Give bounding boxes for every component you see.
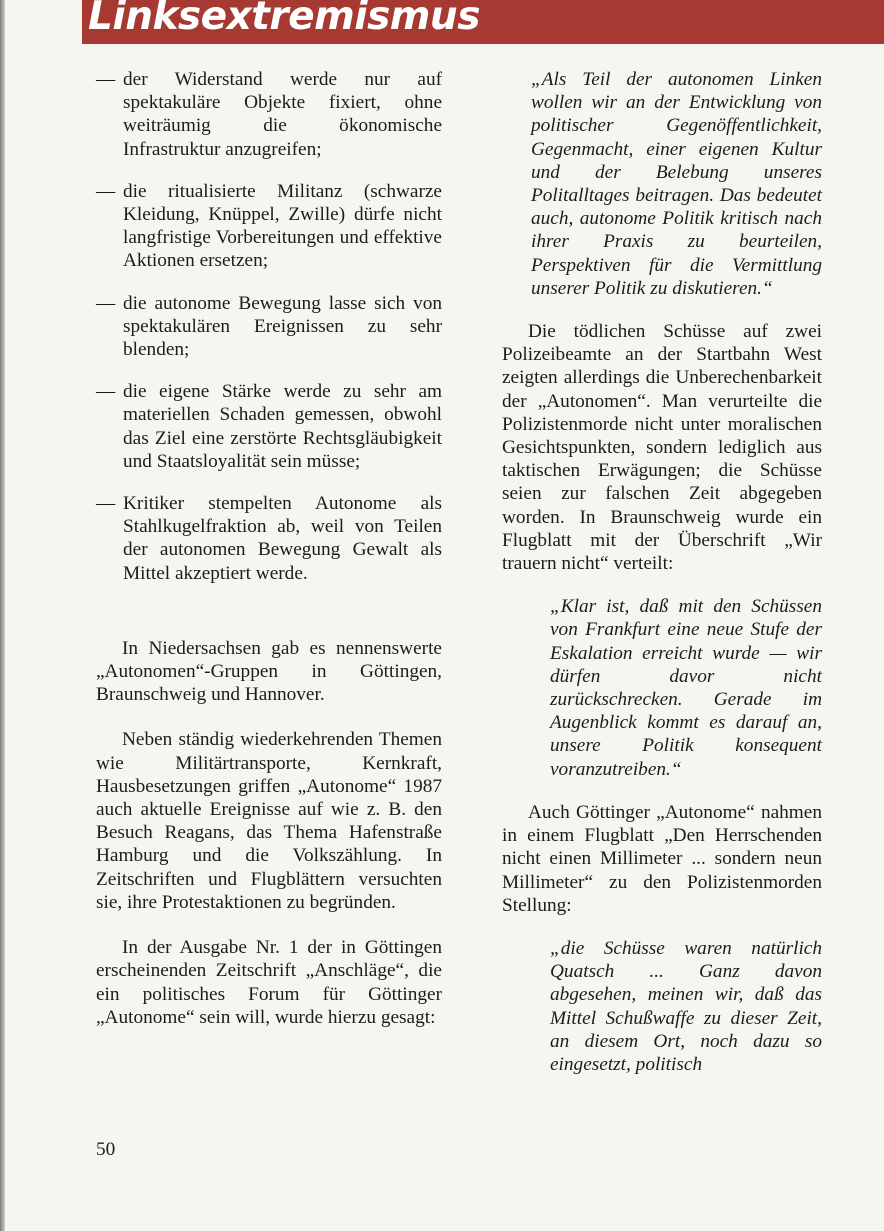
dash-list-item bbox=[96, 68, 442, 161]
paragraph-niedersachsen: In Niedersachsen gab es nennenswerte „Autonomen“-Gruppen in Göttingen, Braunschweig und Hannover. bbox=[96, 637, 442, 706]
quote-anschlaege: „Als Teil der autonomen Linken wollen wir an der Entwicklung von politischer Gegenöffentlichkeit, Gegenmacht, einer eigenen Kultur und der Belebung unseres Politalltages beitragen. Das bedeutet auch, autonome Politik kritisch nach ihrer Praxis zu beurteilen, Perspektiven für die Vermittlung unserer Politik zu diskutieren.“ bbox=[531, 69, 822, 299]
dash-item-text: die ritualisierte Militanz (schwarze Kleidung, Knüppel, Zwille) dürfe nicht langfristige Vorbereitungen und effektive Aktionen ersetzen; bbox=[123, 180, 442, 272]
page-edge-shadow bbox=[0, 0, 5, 1231]
paragraph-goettingen: Auch Göttinger „Autonome“ nahmen in einem Flugblatt „Den Herrschenden nicht einen Millimeter ... sondern neun Millimeter“ zu den Polizistenmorden Stellung: bbox=[502, 801, 822, 916]
dash-mark: — bbox=[96, 292, 116, 314]
dash-mark: — bbox=[96, 381, 116, 403]
section-title: Linksextremismus bbox=[88, 0, 480, 39]
dash-mark: — bbox=[96, 493, 116, 515]
page-number: 50 bbox=[96, 1139, 116, 1160]
dash-mark: — bbox=[96, 180, 116, 202]
paragraph-anschlaege: In der Ausgabe Nr. 1 der in Göttingen erscheinenden Zeitschrift „Anschläge“, die ein politisches Forum für Göttinger „Autonome“ sein will, wurde hierzu gesagt: bbox=[96, 937, 442, 1028]
dash-item-text: die autonome Bewegung lasse sich von spektakulären Ereignissen zu sehr blenden; bbox=[123, 292, 442, 361]
dash-mark: — bbox=[96, 69, 116, 90]
dash-item-text: der Widerstand werde nur auf spektakuläre Objekte fixiert, ohne weiträumig die ökonomische Infrastruktur anzugreifen; bbox=[123, 69, 442, 160]
dash-item-text: Kritiker stempelten Autonome als Stahlkugelfraktion ab, weil von Teilen der autonomen Bewegung Gewalt als Mittel akzeptiert werde. bbox=[123, 493, 442, 584]
paragraph-startbahn: Die tödlichen Schüsse auf zwei Polizeibeamte an der Startbahn West zeigten allerdings die Unberechenbarkeit der „Autonomen“. Man verurteilte die Polizistenmorde nicht unter moralischen Gesichtspunkten, sondern lediglich aus taktischen Erwägungen; die Schüsse seien zur falschen Zeit abgegeben worden. In Braunschweig wurde ein Flugblatt mit der Überschrift „Wir trauern nicht“ verteilt: bbox=[502, 321, 822, 575]
quote-flugblatt-braunschweig: „Klar ist, daß mit den Schüssen von Frankfurt eine neue Stufe der Eskalation erreicht wurde — wir dürfen davor nicht zurückschrecken. Gerade im Augenblick kommt es darauf an, unsere Politik konsequent voranzutreiben.“ bbox=[550, 596, 822, 780]
dash-list-item bbox=[96, 292, 442, 362]
dash-item-text: die eigene Stärke werde zu sehr am materiellen Schaden gemessen, obwohl das Ziel eine zerstörte Rechtsgläubigkeit und Staatsloyalität sein müsse; bbox=[123, 381, 442, 472]
left-column bbox=[96, 68, 442, 1029]
dash-list-item bbox=[96, 180, 442, 273]
paragraph-themen: Neben ständig wiederkehrenden Themen wie Militärtransporte, Kernkraft, Hausbesetzungen griffen „Autonome“ 1987 auch aktuelle Ereignisse auf wie z. B. den Besuch Reagans, das Thema Hafenstraße Hamburg und die Volkszählung. In Zeitschriften und Flugblättern versuchten sie, ihre Protestaktionen zu begründen. bbox=[96, 729, 442, 913]
dash-list-item bbox=[96, 380, 442, 473]
right-column bbox=[502, 68, 822, 1076]
dash-list-item bbox=[96, 492, 442, 585]
quote-flugblatt-goettingen: „die Schüsse waren natürlich Quatsch ... Ganz davon abgesehen, meinen wir, daß das Mittel Schußwaffe zu dieser Zeit, an diesem Ort, noch dazu so eingesetzt, politisch bbox=[550, 937, 822, 1075]
